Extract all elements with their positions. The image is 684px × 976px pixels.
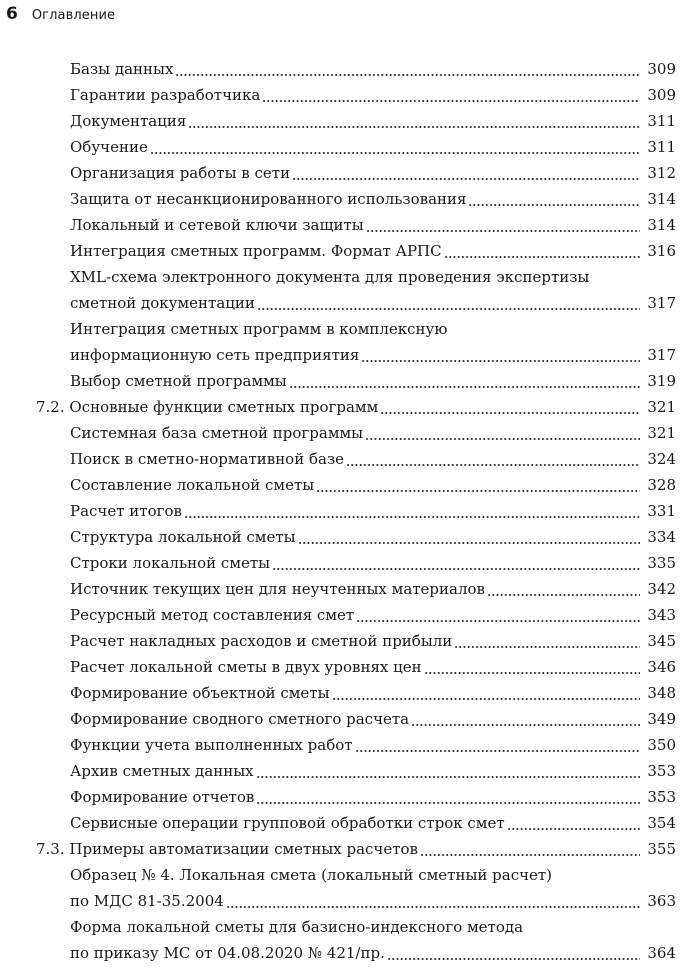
dot-leader	[356, 608, 640, 623]
toc-entry	[0, 732, 684, 758]
dot-leader	[507, 816, 640, 831]
toc-entry-title: по приказу МС от 04.08.2020 № 421/пр.	[70, 944, 385, 962]
toc-entry-title: Обучение	[70, 138, 148, 156]
dot-leader	[292, 166, 640, 181]
dot-leader	[226, 894, 640, 909]
toc-entry	[0, 680, 684, 706]
toc-entry	[0, 550, 684, 576]
toc-entry-title: Сервисные операции групповой обработки строк смет	[70, 814, 505, 832]
toc-entry	[0, 264, 684, 316]
toc-entry-page: 353	[647, 788, 676, 806]
dot-leader	[150, 140, 640, 155]
toc-entry-title: Ресурсный метод составления смет	[70, 606, 355, 624]
toc-entry-title: Документация	[70, 112, 187, 130]
toc-entry	[0, 576, 684, 602]
dot-leader	[361, 348, 640, 363]
dot-leader	[257, 296, 640, 311]
toc-entry	[0, 186, 684, 212]
toc-entry-title: Гарантии разработчика	[70, 86, 261, 104]
toc-entry-page: 354	[647, 814, 676, 832]
toc-entry-title: Поиск в сметно-нормативной базе	[70, 450, 345, 468]
toc-entry	[0, 212, 684, 238]
toc-entry-page: 312	[647, 164, 676, 182]
dot-leader	[411, 712, 640, 727]
toc-entry-page: 309	[647, 86, 676, 104]
dot-leader	[272, 556, 640, 571]
toc-entry	[0, 628, 684, 654]
toc-entry-page: 324	[647, 450, 676, 468]
toc-entry-title: Системная база сметной программы	[70, 424, 364, 442]
toc-entry	[0, 914, 684, 966]
dot-leader	[424, 660, 640, 675]
toc-entry-page: 331	[647, 502, 676, 520]
dot-leader	[365, 426, 640, 441]
page-number: 6	[6, 4, 18, 24]
dot-leader	[256, 764, 640, 779]
toc-entry-title: Интеграция сметных программ. Формат АРПС	[70, 242, 442, 260]
toc-entry-page: 355	[647, 840, 676, 858]
dot-leader	[184, 504, 640, 519]
dot-leader	[468, 192, 640, 207]
toc-entry-page: 317	[647, 294, 676, 312]
toc-entry	[0, 706, 684, 732]
toc-entry	[0, 862, 684, 914]
toc-entry-title: Функции учета выполненных работ	[70, 736, 353, 754]
toc-entry-page: 363	[647, 892, 676, 910]
toc-entry-page: 335	[647, 554, 676, 572]
dot-leader	[380, 400, 640, 415]
toc-entry-page: 345	[647, 632, 676, 650]
toc-entry-title: Составление локальной сметы	[70, 476, 315, 494]
dot-leader	[298, 530, 640, 545]
dot-leader	[366, 218, 640, 233]
toc-entry	[0, 758, 684, 784]
toc-entry-title: Выбор сметной программы	[70, 372, 287, 390]
dot-leader	[289, 374, 640, 389]
toc-entry	[0, 82, 684, 108]
toc-entry-title: Формирование объектной сметы	[70, 684, 330, 702]
toc-entry	[0, 368, 684, 394]
toc-entry-title: Формирование сводного сметного расчета	[70, 710, 410, 728]
dot-leader	[332, 686, 640, 701]
toc-entry-title: Источник текущих цен для неучтенных материалов	[70, 580, 485, 598]
toc-entry-title: Расчет накладных расходов и сметной прибыли	[70, 632, 453, 650]
dot-leader	[346, 452, 640, 467]
toc-entry-title: по МДС 81-35.2004	[70, 892, 224, 910]
toc-entry	[0, 420, 684, 446]
section-title: Оглавление	[31, 8, 116, 23]
toc-entry-page: 321	[647, 398, 676, 416]
toc-entry-title: Строки локальной сметы	[70, 554, 271, 572]
toc-entry-page: 346	[647, 658, 676, 676]
toc-entry-title: Архив сметных данных	[70, 762, 254, 780]
toc-entry-page: 328	[647, 476, 676, 494]
toc-entry-title: Базы данных	[70, 60, 174, 78]
toc-entry	[0, 810, 684, 836]
toc-entry-title: Защита от несанкционированного использования	[70, 190, 467, 208]
running-header	[6, 4, 115, 28]
toc-entry	[0, 56, 684, 82]
toc-entry-page: 348	[647, 684, 676, 702]
toc-entry	[0, 316, 684, 368]
dot-leader	[355, 738, 640, 753]
toc-entry	[0, 134, 684, 160]
toc-entry	[0, 446, 684, 472]
toc-entry-title: Структура локальной сметы	[70, 528, 296, 546]
toc-entry-page: 309	[647, 60, 676, 78]
table-of-contents	[0, 56, 684, 966]
toc-entry-page: 314	[647, 190, 676, 208]
toc-entry	[0, 108, 684, 134]
toc-entry-title: сметной документации	[70, 294, 255, 312]
toc-entry-title-line1: Образец № 4. Локальная смета (локальный сметный расчет)	[70, 866, 553, 884]
toc-entry	[0, 654, 684, 680]
dot-leader	[387, 946, 640, 961]
toc-entry-page: 317	[647, 346, 676, 364]
toc-entry-title: 7.3. Примеры автоматизации сметных расчетов	[36, 840, 419, 858]
toc-entry-title-line1: XML-схема электронного документа для проведения экспертизы	[70, 268, 590, 286]
dot-leader	[420, 842, 640, 857]
toc-entry-page: 319	[647, 372, 676, 390]
dot-leader	[175, 62, 640, 77]
toc-entry-page: 316	[647, 242, 676, 260]
toc-entry-page: 334	[647, 528, 676, 546]
toc-entry-title-line1: Интеграция сметных программ в комплексную	[70, 320, 448, 338]
dot-leader	[256, 790, 640, 805]
toc-entry-title: 7.2. Основные функции сметных программ	[36, 398, 379, 416]
toc-entry-page: 350	[647, 736, 676, 754]
dot-leader	[454, 634, 640, 649]
toc-entry	[0, 836, 684, 862]
toc-entry-page: 314	[647, 216, 676, 234]
toc-entry-page: 349	[647, 710, 676, 728]
toc-entry-title: Расчет итогов	[70, 502, 182, 520]
toc-entry-title: Локальный и сетевой ключи защиты	[70, 216, 364, 234]
toc-entry-title-line1: Форма локальной сметы для базисно-индексного метода	[70, 918, 524, 936]
toc-entry-title: Расчет локальной сметы в двух уровнях цен	[70, 658, 422, 676]
dot-leader	[444, 244, 640, 259]
toc-entry	[0, 602, 684, 628]
toc-entry-page: 353	[647, 762, 676, 780]
dot-leader	[188, 114, 640, 129]
toc-entry	[0, 784, 684, 810]
toc-entry	[0, 394, 684, 420]
toc-entry-page: 343	[647, 606, 676, 624]
toc-entry-page: 321	[647, 424, 676, 442]
dot-leader	[487, 582, 640, 597]
toc-entry-title: информационную сеть предприятия	[70, 346, 360, 364]
toc-entry	[0, 524, 684, 550]
toc-entry	[0, 238, 684, 264]
toc-entry	[0, 472, 684, 498]
toc-entry-page: 311	[647, 138, 676, 156]
toc-entry	[0, 160, 684, 186]
toc-entry	[0, 498, 684, 524]
toc-entry-title: Организация работы в сети	[70, 164, 291, 182]
toc-entry-page: 342	[647, 580, 676, 598]
toc-entry-page: 311	[647, 112, 676, 130]
toc-entry-page: 364	[647, 944, 676, 962]
dot-leader	[316, 478, 640, 493]
toc-entry-title: Формирование отчетов	[70, 788, 255, 806]
dot-leader	[262, 88, 640, 103]
